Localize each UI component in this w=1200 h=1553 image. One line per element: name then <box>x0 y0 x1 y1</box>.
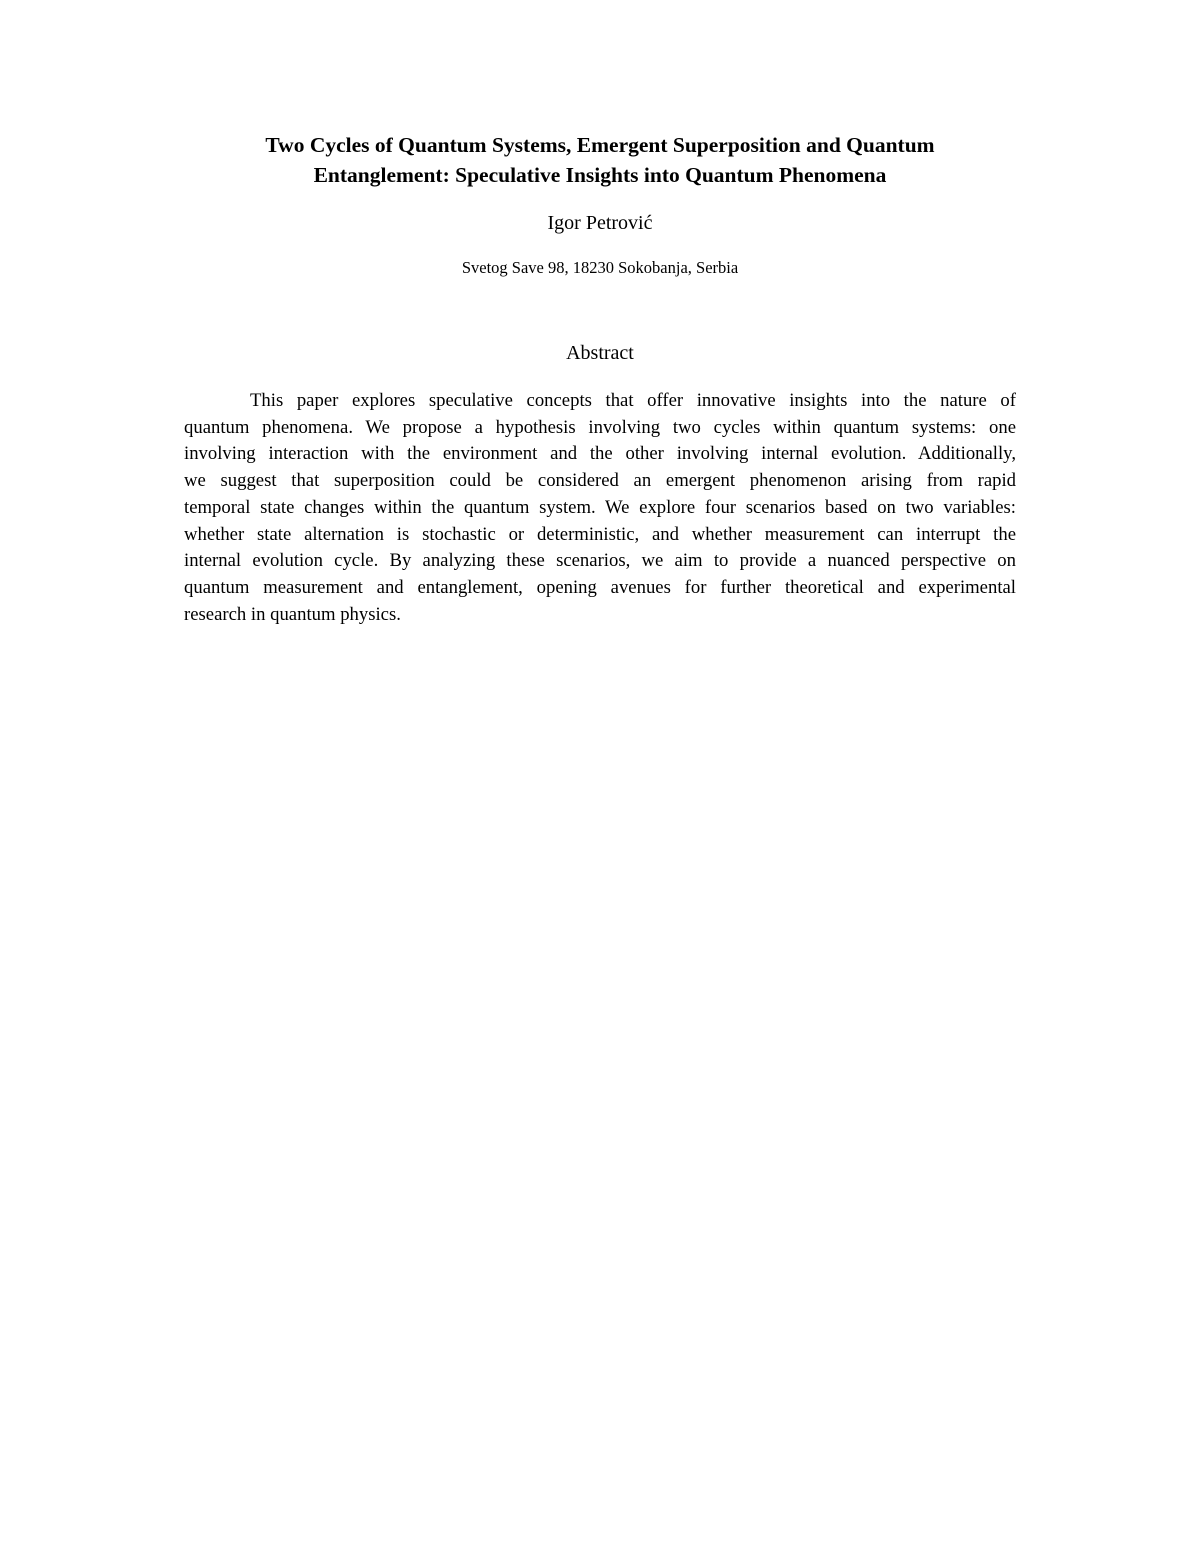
abstract-line: internal evolution cycle. By analyzing these scenarios, we aim to provide a nuanced perspective on <box>184 550 1016 572</box>
author-name: Igor Petrović <box>547 212 653 234</box>
author-affiliation: Svetog Save 98, 18230 Sokobanja, Serbia <box>461 258 739 277</box>
abstract-line: research in quantum physics. <box>184 603 401 625</box>
abstract-line: whether state alternation is stochastic or deterministic, and whether measurement can interrupt the <box>184 523 1016 545</box>
abstract-line: temporal state changes within the quantum system. We explore four scenarios based on two variables: <box>184 496 1016 518</box>
abstract-line: quantum phenomena. We propose a hypothesis involving two cycles within quantum systems: one <box>184 416 1016 438</box>
abstract-line: involving interaction with the environment and the other involving internal evolution. Additionally, <box>184 443 1016 465</box>
title-line: Entanglement: Speculative Insights into Quantum Phenomena <box>313 163 887 187</box>
title-line: Two Cycles of Quantum Systems, Emergent Superposition and Quantum <box>265 133 935 157</box>
paper-title <box>200 130 1000 190</box>
abstract-line: we suggest that superposition could be considered an emergent phenomenon arising from rapid <box>184 470 1016 492</box>
abstract-line: This paper explores speculative concepts that offer innovative insights into the nature of <box>250 390 1016 411</box>
abstract-heading: Abstract <box>566 342 634 364</box>
abstract-text <box>184 388 1016 628</box>
abstract-line: quantum measurement and entanglement, opening avenues for further theoretical and experimental <box>184 576 1016 598</box>
